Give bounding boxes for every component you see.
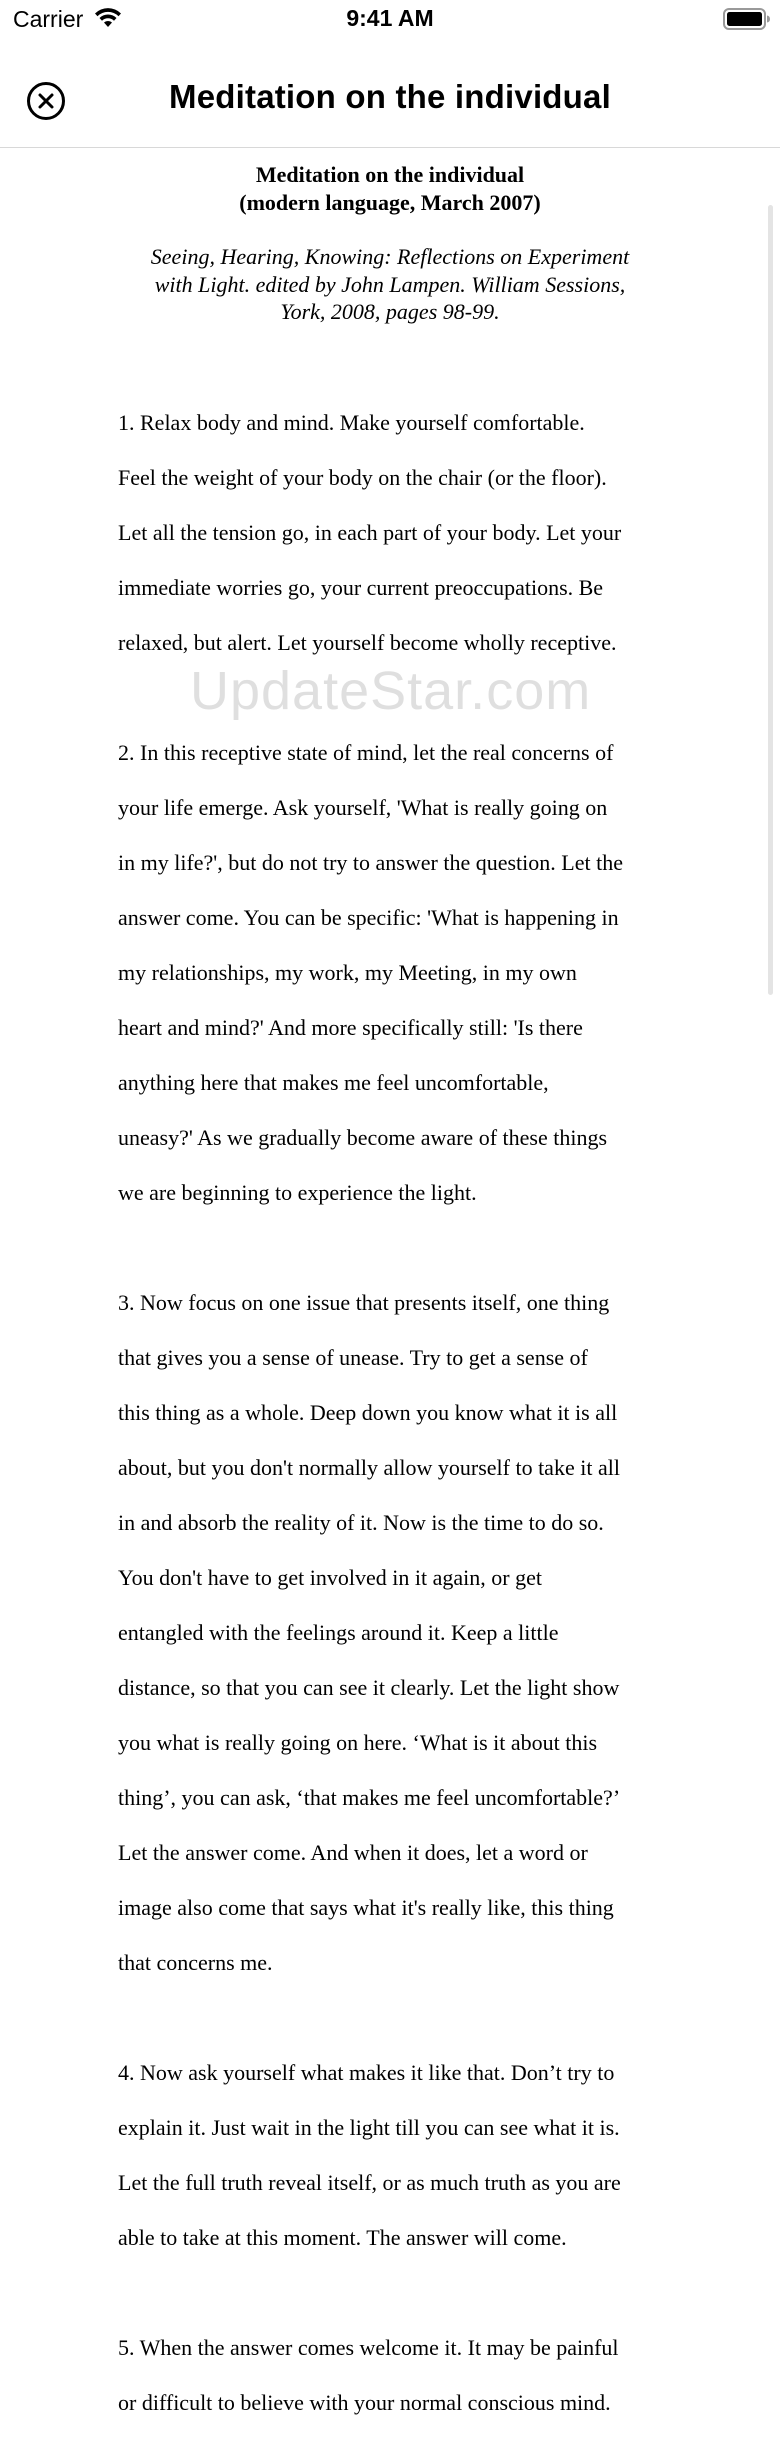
text-line: distance, so that you can see it clearly. Let the light show [118,1674,668,1702]
text-line: 4. Now ask yourself what makes it like that. Don’t try to [118,2059,668,2087]
text-line: thing’, you can ask, ‘that makes me feel uncomfortable?’ [118,1784,668,1812]
battery-icon [723,8,771,35]
text-line: this thing as a whole. Deep down you know what it is all [118,1399,668,1427]
citation [120,243,660,326]
meditation-steps [118,382,668,2444]
document-content[interactable] [0,148,780,1387]
citation-line: Seeing, Hearing, Knowing: Reflections on Experiment [120,243,660,271]
text-line: heart and mind?' And more specifically still: 'Is there [118,1014,668,1042]
navigation-bar [0,48,780,148]
text-line: my relationships, my work, my Meeting, in my own [118,959,668,987]
text-line: entangled with the feelings around it. Keep a little [118,1619,668,1647]
document-subtitle-line: (modern language, March 2007) [0,189,780,217]
step-paragraph-1 [118,382,668,685]
document-title [0,161,780,216]
text-line: immediate worries go, your current preoccupations. Be [118,574,668,602]
carrier-label: Carrier [13,6,83,33]
text-line: about, but you don't normally allow yourself to take it all [118,1454,668,1482]
text-line: we are beginning to experience the light. [118,1179,668,1207]
text-line: 2. In this receptive state of mind, let the real concerns of [118,739,668,767]
text-line: Let the answer come. And when it does, let a word or [118,1839,668,1867]
text-line: 3. Now focus on one issue that presents itself, one thing [118,1289,668,1317]
clock-time: 9:41 AM [0,5,780,32]
text-line: anything here that makes me feel uncomfortable, [118,1069,668,1097]
step-paragraph-5 [118,2307,668,2444]
scroll-indicator[interactable] [768,205,773,995]
text-line: you what is really going on here. ‘What is it about this [118,1729,668,1757]
text-line: You don't have to get involved in it again, or get [118,1564,668,1592]
text-line: answer come. You can be specific: 'What is happening in [118,904,668,932]
document-title-line: Meditation on the individual [0,161,780,189]
text-line: able to take at this moment. The answer will come. [118,2224,668,2252]
text-line: that concerns me. [118,1949,668,1977]
text-line: explain it. Just wait in the light till you can see what it is. [118,2114,668,2142]
text-line: or difficult to believe with your normal conscious mind. [118,2389,668,2417]
citation-line: York, 2008, pages 98-99. [120,298,660,326]
step-paragraph-3 [118,1262,668,2005]
text-line: 1. Relax body and mind. Make yourself comfortable. [118,409,668,437]
text-line: relaxed, but alert. Let yourself become wholly receptive. [118,629,668,657]
watermark: UpdateStar.com [190,660,591,722]
page-title: Meditation on the individual [0,78,780,116]
text-line: Let the full truth reveal itself, or as much truth as you are [118,2169,668,2197]
text-line: uneasy?' As we gradually become aware of these things [118,1124,668,1152]
step-paragraph-4 [118,2032,668,2280]
citation-line: with Light. edited by John Lampen. William Sessions, [120,271,660,299]
status-bar [0,0,780,40]
text-line: that gives you a sense of unease. Try to get a sense of [118,1344,668,1372]
text-line: Feel the weight of your body on the chair (or the floor). [118,464,668,492]
text-line: image also come that says what it's really like, this thing [118,1894,668,1922]
text-line: in and absorb the reality of it. Now is the time to do so. [118,1509,668,1537]
text-line: your life emerge. Ask yourself, 'What is really going on [118,794,668,822]
step-paragraph-2 [118,712,668,1235]
text-line: Let all the tension go, in each part of your body. Let your [118,519,668,547]
text-line: in my life?', but do not try to answer the question. Let the [118,849,668,877]
text-line: 5. When the answer comes welcome it. It may be painful [118,2334,668,2362]
